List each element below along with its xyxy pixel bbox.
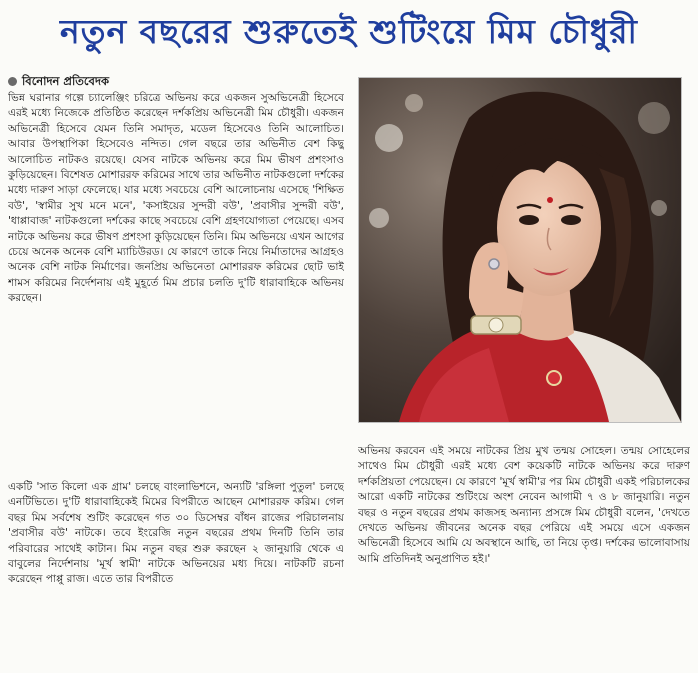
headline: নতুন বছরের শুরুতেই শুটিংয়ে মিম চৌধুরী — [60, 12, 638, 51]
byline — [8, 72, 348, 90]
actress-photo — [358, 77, 682, 423]
byline-text: বিনোদন প্রতিবেদক — [22, 74, 110, 88]
paragraph-3: অভিনয় করবেন এই সময়ে নাটকের প্রিয় মুখ তন্ময় সোহেল। তন্ময় সোহেলের সাথেও মিম চৌধুরী এরই মধ্যে বেশ কয়েকটি নাটকে অভিনয় করে দারুণ দর্শকপ্রিয়তা পেয়েছেন। যে কারণে 'মূর্খ স্বামী'র পর মিম চৌধুরী একই পরিচালকের আরো একটি নাটকের শুটিংয়ে অংশ নেবেন আগামী ৭ ও ৮ জানুয়ারি। নতুন বছর ও নতুন বছরের প্রথম কাজসহ অন্যান্য প্রসঙ্গে মিম চৌধুরী বলেন, 'দেখতে দেখতে অভিনয় জীবনের অনেক বছর পেরিয়ে এই সময়ে এসে একজন অভিনেত্রী হিসেবে আমি যে অবস্থানে আছি, তা নিয়ে তৃপ্ত। দর্শকের ভালোবাসায় আমি প্রতিদিনই অনুপ্রাণিত হই।' — [358, 445, 690, 565]
actress-photo-illustration — [359, 78, 681, 422]
paragraph-1: ভিন্ন ঘরানার গল্পে চ্যালেঞ্জিং চরিত্রে অভিনয় করে একজন সুঅভিনেত্রী হিসেবে এরই মধ্যে নিজেকে প্রতিষ্ঠিত করেছেন দর্শকপ্রিয় অভিনেত্রী মিম চৌধুরী। একজন অভিনেত্রী হিসেবে যেমন তিনি সমাদৃত, মডেল হিসেবেও তিনি আলোচিত। আবার উপস্থাপিকা হিসেবেও নন্দিত। গেল বছরে তার অভিনীত বেশ কিছু আলোচিত নাটকও রয়েছে। যেসব নাটকে অভিনয় করে মিম ভীষণ প্রশংসাও কুড়িয়েছেন। বিশেষত মোশাররফ করিমের সাথে তার অভিনীত নাটকগুলো দর্শকের মধ্যে দারুণ সাড়া ফেলেছে। যার মধ্যে সবচেয়ে বেশি আলোচনায় এসেছে 'শিক্ষিত বউ', 'স্বামীর সুখ মনে মনে', 'কসাইয়ের সুন্দরী বউ', 'প্রবাসীর সুন্দরী বউ', 'ধাপ্পাবাজ' নাটকগুলো দর্শকের কাছে সবচেয়ে বেশি গ্রহণযোগ্যতা পেয়েছে। এসব নাটকে অভিনয় করে ভীষণ প্রশংসা কুড়িয়েছেন তিনি। মিম অভিনয়ে এখন আগের চেয়ে অনেক অনেক বেশি ম্যাচিউরড। যে কারণে তাকে নিয়ে নির্মাতাদের আগ্রহও অনেক বেশি নাটক নির্মাণের। জনপ্রিয় অভিনেতা মোশাররফ করিমের ছোট ভাই শামস করিমের নির্দেশনায় এই মুহূর্তে মিম প্রচার চলতি দু'টি ধারাবাহিকে অভিনয় করছেন। — [8, 92, 344, 305]
article-column-left-top — [8, 91, 344, 477]
article-column-left-bottom — [8, 480, 344, 665]
bullet-icon — [8, 77, 17, 86]
paragraph-2: একটি 'সাত কিলো এক গ্রাম' চলছে বাংলাভিশনে, অন্যটি 'রঙ্গিলা পুতুল' চলছে এনটিভিতে। দু'টি ধারাবাহিকেই মিমের বিপরীতে আছেন মোশাররফ করিম। গেল বছর মিম সর্বশেষ শুটিং করেছেন গত ৩০ ডিসেম্বর বাঁধন রাজের পরিচালনায় 'প্রবাসীর বউ' নাটকে। তবে ইংরেজি নতুন বছরের প্রথম দিনটি তিনি তার পরিবারের সাথেই কাটান। মিম নতুন বছর শুরু করছেন ২ জানুয়ারি থেকে এ বাবুলের নির্দেশনায় 'মূর্খ স্বামী' নাটকে অভিনয়ের মধ্য দিয়ে। নাটকটি রচনা করেছেন পাপ্পু রাজ। এতে তার বিপরীতে — [8, 481, 344, 586]
article-column-right — [358, 444, 690, 666]
